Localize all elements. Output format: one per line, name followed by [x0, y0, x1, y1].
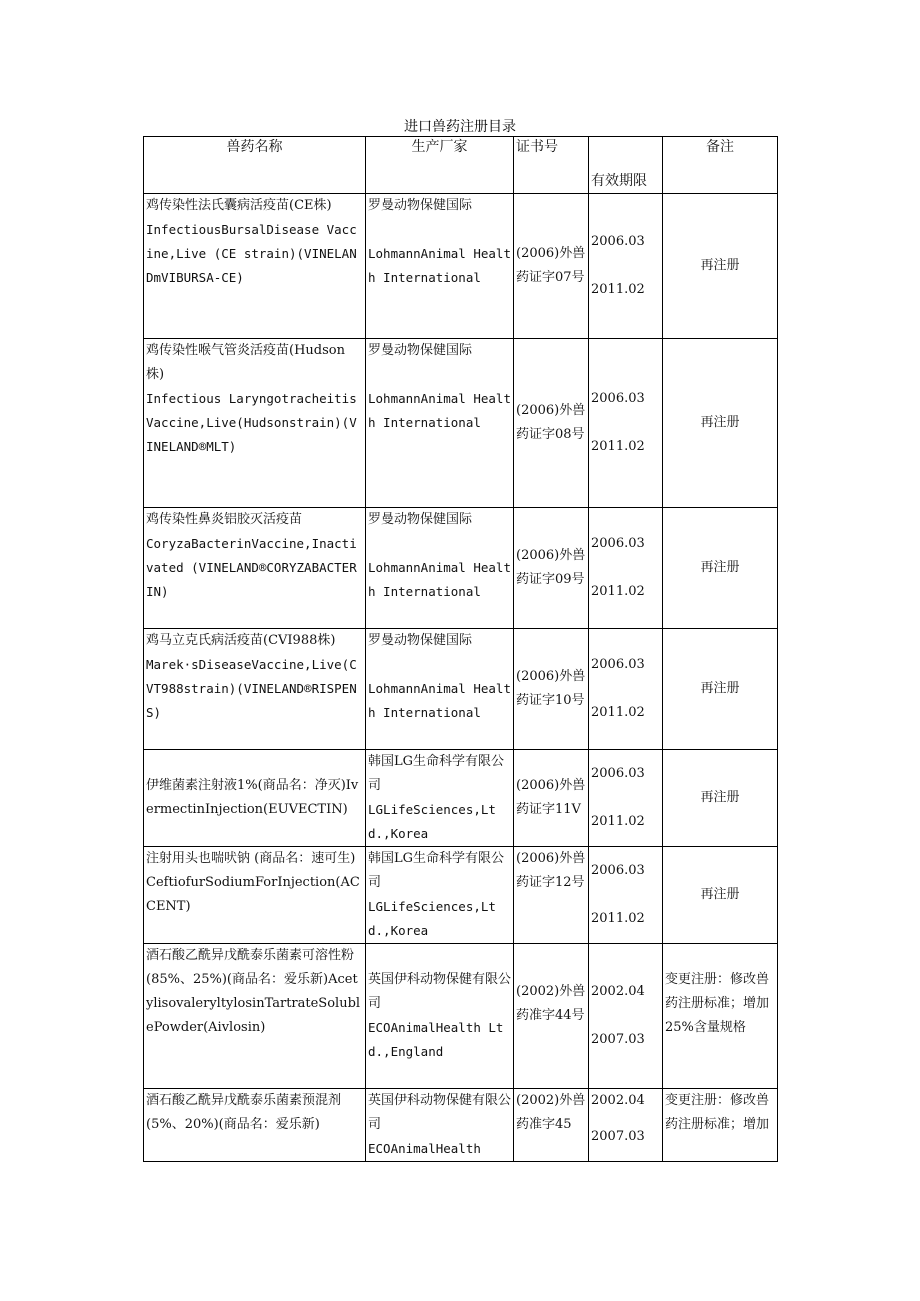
maker-cell: [366, 629, 514, 750]
note-cell: 再注册: [663, 847, 778, 944]
table-row: [144, 750, 778, 847]
cert-cell: (2006)外兽药证字12号: [514, 847, 589, 944]
maker-en: LGLifeSciences,Ltd.,Korea: [368, 899, 496, 938]
valid-cell: [589, 847, 663, 944]
drug-name-cn: 伊维菌素注射液1%(商品名：净灭)IvermectinInjection(EUVECTIN): [146, 778, 359, 817]
table-row: [144, 847, 778, 944]
valid-to: 2011.02: [591, 814, 645, 829]
drug-name-en: CoryzaBacterinVaccine,Inactivated (VINELAND®CORYZABACTERIN): [146, 536, 357, 599]
cert-cell: (2006)外兽药证字11V: [514, 750, 589, 847]
valid-to: 2007.03: [591, 1129, 645, 1144]
drug-name-cn: 注射用头也喘吠钠 (商品名：速可生)CeftiofurSodiumForInjection(ACCENT): [146, 851, 360, 914]
valid-cell: [589, 1089, 663, 1162]
table-row: [144, 194, 778, 339]
maker-cell: [366, 194, 514, 339]
header-cert: 证书号: [514, 137, 589, 194]
drug-name-cn: 鸡马立克氏病活疫苗(CVI988株): [146, 633, 336, 648]
registration-table: [143, 136, 778, 1162]
valid-to: 2011.02: [591, 439, 645, 454]
maker-cn: 韩国LG生命科学有限公司: [368, 754, 505, 793]
header-valid: 有效期限: [589, 137, 663, 194]
valid-cell: [589, 750, 663, 847]
maker-cell: [366, 508, 514, 629]
maker-cn: 罗曼动物保健国际: [368, 633, 473, 648]
maker-en: ECOAnimalHealth: [368, 1141, 481, 1156]
drug-name-cell: [144, 508, 366, 629]
maker-cn: 罗曼动物保健国际: [368, 512, 473, 527]
table-row: [144, 508, 778, 629]
header-name: 兽药名称: [144, 137, 366, 194]
drug-name-cell: [144, 847, 366, 944]
page-title: 进口兽药注册目录: [404, 119, 516, 135]
cert-cell: (2006)外兽药证字07号: [514, 194, 589, 339]
maker-en: LohmannAnimal Health International: [368, 246, 511, 285]
maker-cn: 英国伊科动物保健有限公司: [368, 972, 512, 1011]
maker-en: LohmannAnimal Health International: [368, 681, 511, 720]
valid-from: 2006.03: [591, 391, 645, 406]
drug-name-en: Marek·sDiseaseVaccine,Live(CVT988strain)(VINELAND®RISPENS): [146, 657, 357, 720]
header-maker: 生产厂家: [366, 137, 514, 194]
valid-to: 2007.03: [591, 1032, 645, 1047]
note-cell: 再注册: [663, 508, 778, 629]
cert-cell: (2002)外兽药准字45: [514, 1089, 589, 1162]
note-cell: 再注册: [663, 339, 778, 508]
table-row: [144, 339, 778, 508]
maker-cn: 罗曼动物保健国际: [368, 198, 473, 213]
maker-en: LohmannAnimal Health International: [368, 391, 511, 430]
table-row: [144, 944, 778, 1089]
drug-name-cell: [144, 194, 366, 339]
maker-en: ECOAnimalHealth Ltd.,England: [368, 1020, 504, 1059]
maker-cell: [366, 1089, 514, 1162]
maker-cell: [366, 339, 514, 508]
note-cell: 再注册: [663, 629, 778, 750]
drug-name-en: InfectiousBursalDisease Vaccine,Live (CE strain)(VINELANDmVIBURSA-CE): [146, 222, 357, 285]
drug-name-cell: [144, 629, 366, 750]
maker-cn: 英国伊科动物保健有限公司: [368, 1093, 512, 1132]
maker-en: LGLifeSciences,Ltd.,Korea: [368, 802, 496, 841]
header-note: 备注: [663, 137, 778, 194]
valid-to: 2011.02: [591, 911, 645, 926]
valid-from: 2002.04: [591, 1093, 645, 1108]
cert-cell: (2002)外兽药准字44号: [514, 944, 589, 1089]
cert-cell: (2006)外兽药证字08号: [514, 339, 589, 508]
valid-from: 2006.03: [591, 536, 645, 551]
drug-name-cn: 鸡传染性喉气管炎活疫苗(Hudson株): [146, 343, 345, 382]
drug-name-cell: [144, 750, 366, 847]
note-cell: 变更注册：修改兽药注册标准；增加: [663, 1089, 778, 1162]
maker-cn: 罗曼动物保健国际: [368, 343, 473, 358]
drug-name-cn: 酒石酸乙酰异戊酰泰乐菌素可溶性粉(85%、25%)(商品名：爱乐新)AcetylisovaleryltylosinTartrateSolublePowder(Aivlosin): [146, 948, 361, 1035]
valid-cell: [589, 339, 663, 508]
note-cell: 变更注册：修改兽药注册标准；增加25%含量规格: [663, 944, 778, 1089]
valid-to: 2011.02: [591, 705, 645, 720]
maker-cell: [366, 944, 514, 1089]
valid-cell: [589, 194, 663, 339]
note-cell: 再注册: [663, 750, 778, 847]
drug-name-cell: [144, 944, 366, 1089]
valid-cell: [589, 944, 663, 1089]
valid-cell: [589, 508, 663, 629]
drug-name-cell: [144, 1089, 366, 1162]
maker-cell: [366, 847, 514, 944]
table-row: [144, 629, 778, 750]
drug-name-cell: [144, 339, 366, 508]
valid-from: 2006.03: [591, 766, 645, 781]
drug-name-cn: 酒石酸乙酰异戊酰泰乐菌素预混剂(5%、20%)(商品名：爱乐新): [146, 1093, 342, 1132]
maker-cn: 韩国LG生命科学有限公司: [368, 851, 505, 890]
cert-cell: (2006)外兽药证字09号: [514, 508, 589, 629]
drug-name-cn: 鸡传染性法氏囊病活疫苗(CE株): [146, 198, 332, 213]
valid-from: 2006.03: [591, 234, 645, 249]
cert-cell: (2006)外兽药证字10号: [514, 629, 589, 750]
maker-en: LohmannAnimal Health International: [368, 560, 511, 599]
valid-to: 2011.02: [591, 282, 645, 297]
valid-cell: [589, 629, 663, 750]
valid-from: 2002.04: [591, 984, 645, 999]
valid-to: 2011.02: [591, 584, 645, 599]
table-row: [144, 1089, 778, 1162]
drug-name-cn: 鸡传染性鼻炎铝胶灭活疫苗: [146, 512, 303, 527]
drug-name-en: Infectious Laryngotracheitis Vaccine,Live(Hudsonstrain)(VINELAND®MLT): [146, 391, 357, 454]
maker-cell: [366, 750, 514, 847]
header-row: [144, 137, 778, 194]
valid-from: 2006.03: [591, 863, 645, 878]
valid-from: 2006.03: [591, 657, 645, 672]
note-cell: 再注册: [663, 194, 778, 339]
